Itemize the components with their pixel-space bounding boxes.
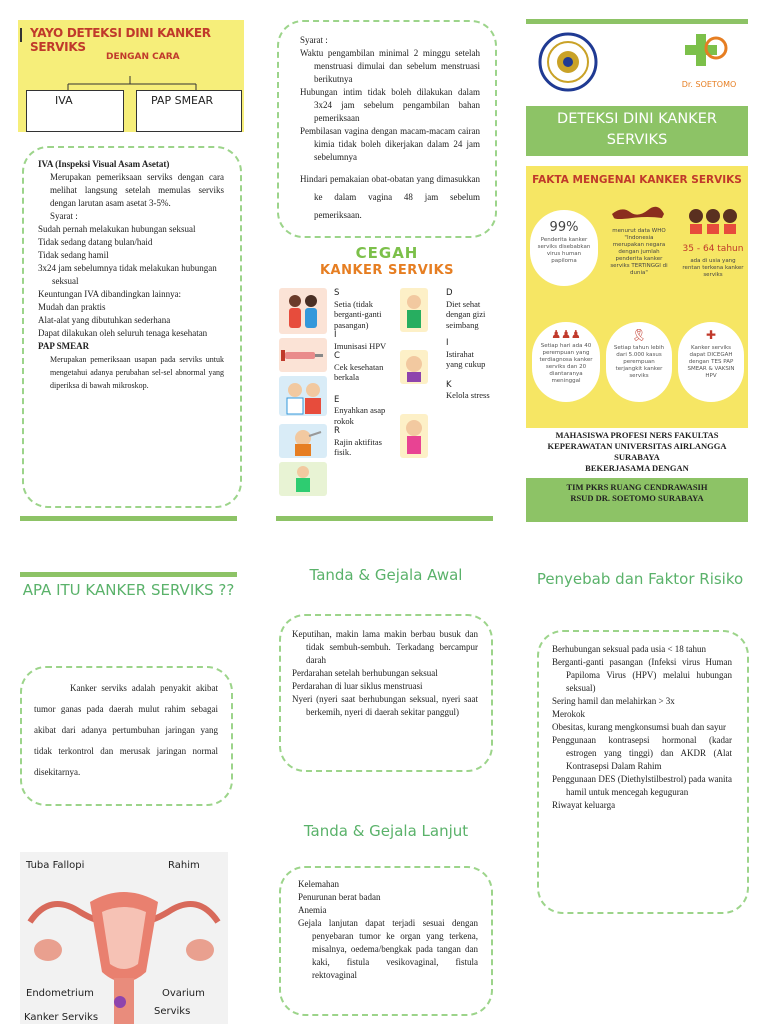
stress-illustration	[400, 414, 428, 458]
fakta-title: FAKTA MENGENAI KANKER SERVIKS	[532, 174, 742, 186]
cegah-letter: R	[334, 426, 340, 436]
definition-text: Kanker serviks adalah penyakit akibat tumor ganas pada daerah mulut rahim sebagai akibat dari adanya pertumbuhan jaringan yang tidak terkontrol dan merusak jaringan normal disekitarnya.	[34, 683, 218, 777]
cegah-right-list	[446, 288, 492, 401]
author-partner-label: BEKERJASAMA DENGAN	[585, 463, 689, 473]
list-item: Perdarahan di luar siklus menstruasi	[292, 681, 423, 691]
fakta-value: 99%	[549, 220, 579, 235]
hospital-logo	[680, 32, 736, 72]
fakta-card	[532, 322, 600, 402]
cegah-letter: C	[334, 351, 340, 361]
banner-accent-bar	[20, 28, 22, 42]
method-banner	[18, 20, 244, 132]
iva-keuntungan-label: Keuntungan IVA dibandingkan lainnya:	[38, 289, 182, 299]
panel-divider	[276, 516, 493, 521]
banner-title: YAYO DETEKSI DINI KANKER SERVIKS	[30, 26, 211, 54]
diagram-label: Ovarium	[162, 988, 205, 999]
syringe-icon: ✚	[705, 328, 717, 342]
fakta-text: Setiap tahun lebih dari 5.000 kasus perempuan terjangkit kanker serviks	[613, 345, 665, 379]
pap-syarat-label: Syarat :	[300, 35, 328, 45]
indonesia-map-icon	[608, 200, 668, 222]
list-item: Penurunan berat badan	[298, 892, 381, 902]
ribbon-icon: 🎗	[631, 328, 647, 342]
cegah-text: Cek kesehatan berkala	[334, 361, 384, 382]
cegah-letter: K	[446, 379, 452, 390]
cegah-letter: D	[446, 288, 453, 298]
section-title: Penyebab dan Faktor Risiko	[536, 570, 744, 588]
method-pap-box: PAP SMEAR	[136, 90, 242, 132]
fakta-value: 35 - 64 tahun	[682, 244, 744, 254]
gejala-awal-content	[292, 628, 478, 719]
list-item: Riwayat keluarga	[552, 800, 616, 810]
diagram-label: Tuba Fallopi	[26, 860, 85, 871]
vaccine-illustration	[279, 338, 327, 372]
cegah-subtitle: KANKER SERVIKS	[319, 263, 455, 278]
fakta-text: Kanker serviks dapat DICEGAH dengan TES PAP SMEAR & VAKSIN HPV	[687, 345, 735, 379]
university-logo	[538, 32, 598, 92]
gejala-lanjut-content	[298, 878, 478, 982]
fakta-card	[530, 210, 598, 286]
hospital-logo-text: Dr. SOETOMO	[681, 80, 737, 89]
list-item: Gejala lanjutan dapat terjadi sesuai dengan penyebaran tumor ke organ yang terkena, misalnya, oedema/bengkak pada tangan dan kaki, fistula vesikovaginal, fistula rektovaginal	[298, 918, 478, 980]
panel-top-line	[526, 19, 748, 24]
banner-subtitle: DENGAN CARA	[106, 52, 180, 62]
fakta-text: ada di usia yang rentan terkena kanker serviks	[682, 258, 744, 278]
iva-info-content	[38, 158, 224, 392]
pap-description: Merupakan pemeriksaan usapan pada serviks untuk mengetahui adanya perubahan sel-sel abnormal yang diperiksa di bawah mikroskop.	[50, 355, 224, 390]
women-icon	[686, 206, 740, 236]
list-item: Pembilasan vagina dengan macam-macam cairan kimia tidak boleh dikerjakan dalam 24 jam sebelumnya	[300, 126, 480, 162]
fakta-text: Setiap hari ada 40 perempuan yang terdiagnosa kanker serviks dan 20 diantaranya meninggal	[539, 343, 593, 384]
section-title: Tanda & Gejala Lanjut	[303, 822, 469, 840]
cegah-text: Diet sehat dengan gizi seimbang	[446, 298, 486, 330]
list-item: Merokok	[552, 709, 585, 719]
iva-syarat-label: Syarat :	[50, 211, 78, 221]
section-title: APA ITU KANKER SERVIKS ??	[22, 581, 235, 599]
list-item: Waktu pengambilan minimal 2 minggu setelah menstruasi dimulai dan sebelum menstruasi berikutnya	[300, 48, 480, 84]
list-item: Tidak sedang datang bulan/haid	[38, 237, 153, 247]
list-item: Dapat dilakukan oleh seluruh tenaga kesehatan	[38, 328, 208, 338]
doctor-illustration	[279, 376, 327, 416]
iva-description: Merupakan pemeriksaan serviks dengan cara melihat langsung setelah memulas serviks dengan larutan asam asetat 3-5%.	[50, 172, 224, 208]
cegah-text: Enyahkan asap rokok	[334, 405, 386, 426]
list-item: 3x24 jam sebelumnya tidak melakukan hubungan seksual	[38, 263, 217, 286]
fakta-text: Penderita kanker serviks disebabkan virus human papiloma	[537, 237, 591, 264]
cegah-text: Kelola stress	[446, 390, 490, 400]
couple-illustration	[279, 288, 327, 334]
panel-divider	[20, 516, 237, 521]
exercise-illustration	[279, 462, 327, 496]
fakta-text: menurut data WHO "Indonesia merupakan negara dengan jumlah penderita kanker serviks TERTINGGI di dunia"	[610, 228, 668, 276]
team-credit: TIM PKRS RUANG CENDRAWASIH RSUD DR. SOETOMO SURABAYA	[526, 478, 748, 522]
list-item: Obesitas, kurang mengkonsumsi buah dan sayur	[552, 722, 726, 732]
iva-heading: IVA (Inspeksi Visual Asam Asetat)	[38, 159, 170, 169]
list-item: Berganti-ganti pasangan (Infeksi virus Human Papiloma Virus (HPV) melalui hubungan seksual)	[552, 657, 732, 693]
list-item: Tidak sedang hamil	[38, 250, 109, 260]
cegah-text: Rajin aktifitas fisik.	[334, 436, 382, 457]
list-item: Nyeri (nyeri saat berhubungan seksual, nyeri saat berkemih, nyeri di daerah sekitar panggul)	[292, 694, 478, 717]
diagram-label: Kanker Serviks	[24, 1012, 99, 1023]
list-item: Alat-alat yang dibutuhkan sederhana	[38, 315, 171, 325]
list-item: Anemia	[298, 905, 327, 915]
list-item: Hubungan intim tidak boleh dilakukan dalam 3x24 jam sebelum pengambilan bahan pemeriksaan	[300, 87, 480, 123]
fakta-card	[606, 322, 672, 402]
list-item: Keputihan, makin lama makin berbau busuk dan tidak sembuh-sembuh. Terkadang bercampur darah	[292, 629, 478, 665]
healthy-food-illustration	[400, 288, 428, 332]
cegah-text: Setia (tidak berganti-ganti pasangan)	[334, 298, 382, 330]
list-item: Mudah dan praktis	[38, 302, 106, 312]
pap-heading: PAP SMEAR	[38, 341, 90, 351]
page-title: DETEKSI DINI KANKER SERVIKS	[526, 106, 748, 156]
list-item: Kelemahan	[298, 879, 339, 889]
fakta-infographic	[526, 166, 748, 428]
list-item: Penggunaan kontrasepsi hormonal (kadar estrogen yang tinggi) dan AKDR (Alat Kontrasepsi Dalam Rahim	[552, 735, 732, 771]
list-item: Penggunaan DES (Diethylstilbestrol) pada wanita hamil untuk mencegah keguguran	[552, 774, 732, 797]
section-title: Tanda & Gejala Awal	[309, 566, 463, 584]
cegah-letter: S	[334, 288, 340, 298]
people-icon: ♟♟♟	[551, 329, 581, 341]
cegah-letter: I	[446, 338, 449, 348]
risk-factor-content	[552, 643, 732, 812]
panel-top-line	[20, 572, 237, 577]
method-iva-box: IVA	[26, 90, 124, 132]
diagram-label: Serviks	[154, 1006, 191, 1017]
diagram-label: Endometrium	[26, 988, 94, 999]
cegah-title: CEGAH	[355, 244, 419, 262]
hindari-note: Hindari pemakaian obat-obatan yang dimasukkan ke dalam vagina 48 jam sebelum pemeriksaan.	[300, 174, 480, 220]
list-item: Sudah pernah melakukan hubungan seksual	[38, 224, 196, 234]
cegah-text: Istirahat yang cukup	[446, 348, 486, 369]
author-credit: MAHASISWA PROFESI NERS FAKULTAS KEPERAWATAN UNIVERSITAS AIRLANGGA SURABAYA	[547, 430, 727, 462]
pap-syarat-content	[300, 34, 480, 224]
list-item: Perdarahan setelah berhubungan seksual	[292, 668, 438, 678]
list-item: Sering hamil dan melahirkan > 3x	[552, 696, 675, 706]
no-smoking-illustration	[279, 424, 327, 458]
cegah-letter: E	[334, 394, 340, 405]
list-item: Berhubungan seksual pada usia < 18 tahun	[552, 644, 707, 654]
uterus-diagram	[20, 852, 228, 1024]
cegah-letter: I	[334, 330, 337, 340]
cegah-left-list	[334, 288, 398, 458]
diagram-label: Rahim	[168, 860, 200, 871]
rest-illustration	[400, 350, 428, 384]
cegah-text: Imunisasi HPV	[334, 340, 387, 351]
fakta-card	[678, 322, 744, 402]
